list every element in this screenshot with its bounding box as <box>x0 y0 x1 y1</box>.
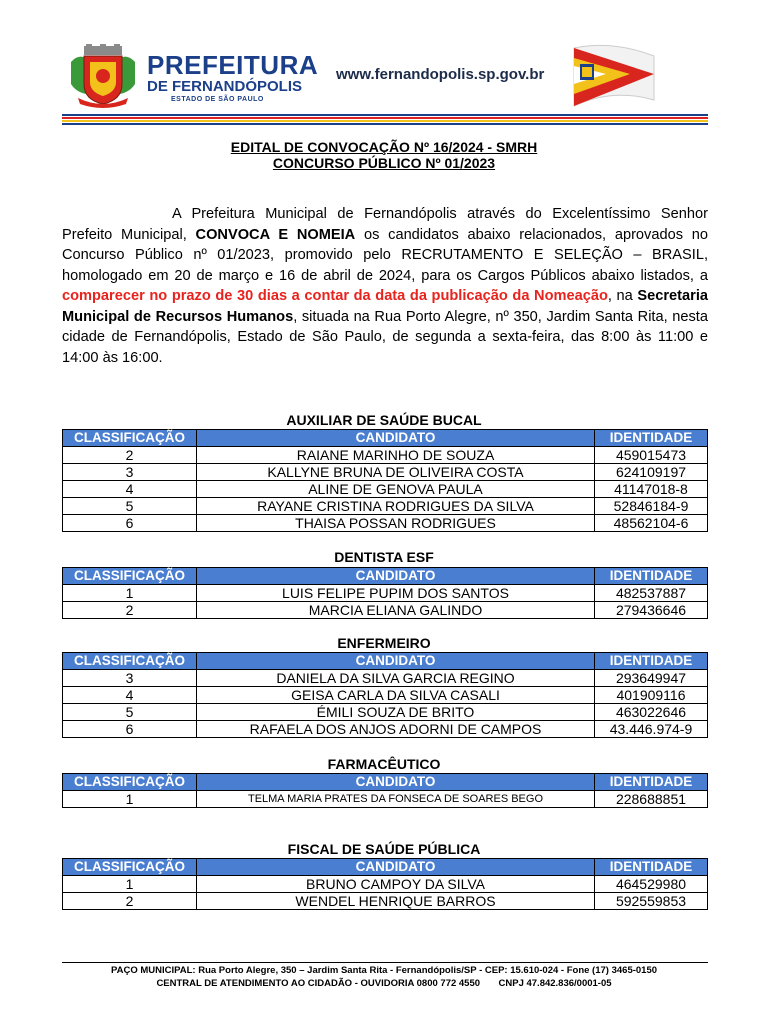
candidate-cell: ÉMILI SOUZA DE BRITO <box>197 704 595 721</box>
section-title: FARMACÊUTICO <box>327 756 441 772</box>
table-row <box>63 791 708 808</box>
column-header-id: IDENTIDADE <box>595 859 708 876</box>
candidate-cell: ALINE DE GENOVA PAULA <box>197 481 595 498</box>
id-cell: 43.446.974-9 <box>595 721 708 738</box>
table-header-row <box>63 653 708 670</box>
id-cell: 228688851 <box>595 791 708 808</box>
rank-cell: 5 <box>63 704 197 721</box>
rank-cell: 4 <box>63 481 197 498</box>
candidate-cell: TELMA MARIA PRATES DA FONSECA DE SOARES BEGO <box>197 791 595 808</box>
candidate-cell: DANIELA DA SILVA GARCIA REGINO <box>197 670 595 687</box>
column-header-candidate: CANDIDATO <box>197 774 595 791</box>
id-cell: 624109197 <box>595 464 708 481</box>
table-row <box>63 464 708 481</box>
rank-cell: 5 <box>63 498 197 515</box>
candidate-cell: RAIANE MARINHO DE SOUZA <box>197 447 595 464</box>
candidate-cell: KALLYNE BRUNA DE OLIVEIRA COSTA <box>197 464 595 481</box>
table-row <box>63 704 708 721</box>
candidates-table <box>62 567 708 619</box>
page-header <box>0 0 768 130</box>
column-header-id: IDENTIDADE <box>595 568 708 585</box>
rank-cell: 1 <box>63 791 197 808</box>
header-color-stripes <box>62 114 708 127</box>
candidates-table <box>62 858 708 910</box>
id-cell: 464529980 <box>595 876 708 893</box>
rank-cell: 2 <box>63 447 197 464</box>
id-cell: 401909116 <box>595 687 708 704</box>
table-row <box>63 515 708 532</box>
table-row <box>63 481 708 498</box>
section-title: DENTISTA ESF <box>334 549 434 565</box>
column-header-id: IDENTIDADE <box>595 774 708 791</box>
column-header-rank: CLASSIFICAÇÃO <box>63 653 197 670</box>
edital-title: EDITAL DE CONVOCAÇÃO Nº 16/2024 - SMRH <box>230 139 538 155</box>
id-cell: 463022646 <box>595 704 708 721</box>
candidate-cell: RAYANE CRISTINA RODRIGUES DA SILVA <box>197 498 595 515</box>
column-header-candidate: CANDIDATO <box>197 568 595 585</box>
website-url: www.fernandopolis.sp.gov.br <box>336 66 545 83</box>
candidates-table <box>62 773 708 808</box>
column-header-candidate: CANDIDATO <box>197 430 595 447</box>
column-header-id: IDENTIDADE <box>595 653 708 670</box>
column-header-rank: CLASSIFICAÇÃO <box>63 774 197 791</box>
footer-contact: CENTRAL DE ATENDIMENTO AO CIDADÃO - OUVIDORIA 0800 772 4550 CNPJ 47.842.836/0001-05 <box>156 978 612 989</box>
column-header-id: IDENTIDADE <box>595 430 708 447</box>
candidate-cell: WENDEL HENRIQUE BARROS <box>197 893 595 910</box>
candidate-cell: GEISA CARLA DA SILVA CASALI <box>197 687 595 704</box>
id-cell: 592559853 <box>595 893 708 910</box>
id-cell: 48562104-6 <box>595 515 708 532</box>
table-row <box>63 447 708 464</box>
footer-divider <box>62 962 708 963</box>
table-row <box>63 498 708 515</box>
candidates-table <box>62 429 708 532</box>
table-row <box>63 687 708 704</box>
section-title: FISCAL DE SAÚDE PÚBLICA <box>287 841 481 857</box>
id-cell: 41147018-8 <box>595 481 708 498</box>
rank-cell: 1 <box>63 585 197 602</box>
column-header-candidate: CANDIDATO <box>197 859 595 876</box>
candidate-cell: THAISA POSSAN RODRIGUES <box>197 515 595 532</box>
rank-cell: 3 <box>63 464 197 481</box>
candidate-cell: RAFAELA DOS ANJOS ADORNI DE CAMPOS <box>197 721 595 738</box>
table-row <box>63 893 708 910</box>
candidate-cell: BRUNO CAMPOY DA SILVA <box>197 876 595 893</box>
city-coat-of-arms-icon <box>68 44 138 108</box>
section-title: ENFERMEIRO <box>337 635 431 651</box>
rank-cell: 6 <box>63 515 197 532</box>
brand-city: DE FERNANDÓPOLIS <box>147 78 303 95</box>
id-cell: 293649947 <box>595 670 708 687</box>
table-header-row <box>63 774 708 791</box>
brand-title: PREFEITURA <box>147 50 319 80</box>
concurso-title: CONCURSO PÚBLICO Nº 01/2023 <box>272 155 496 171</box>
table-header-row <box>63 859 708 876</box>
id-cell: 52846184-9 <box>595 498 708 515</box>
rank-cell: 1 <box>63 876 197 893</box>
city-flag-icon <box>568 44 658 110</box>
table-header-row <box>63 568 708 585</box>
rank-cell: 3 <box>63 670 197 687</box>
brand-state: ESTADO DE SÃO PAULO <box>171 96 264 103</box>
id-cell: 482537887 <box>595 585 708 602</box>
table-header-row <box>63 430 708 447</box>
id-cell: 279436646 <box>595 602 708 619</box>
column-header-rank: CLASSIFICAÇÃO <box>63 859 197 876</box>
footer-address: PAÇO MUNICIPAL: Rua Porto Alegre, 350 – Jardim Santa Rita - Fernandópolis/SP - CEP: 15.610-024 - Fone (17) 3465-0150 <box>110 965 658 976</box>
rank-cell: 2 <box>63 893 197 910</box>
candidate-cell: LUIS FELIPE PUPIM DOS SANTOS <box>197 585 595 602</box>
table-row <box>63 876 708 893</box>
candidate-cell: MARCIA ELIANA GALINDO <box>197 602 595 619</box>
candidates-table <box>62 652 708 738</box>
convocation-paragraph: A Prefeitura Municipal de Fernandópolis através do Excelentíssimo Senhor Prefeito Municipal, CONVOCA E NOMEIA os candidatos abaixo relacionados, aprovados no Concurso Público nº 01/2023, promovido pelo RECRUTAMENTO E SELEÇÃO – BRASIL, homologado em 20 de março e 16 de abril de 2024, para os Cargos Públicos abaixo listados, a comparecer no prazo de 30 dias a contar da data da publicação da Nomeação, na Secretaria Municipal de Recursos Humanos, situada na Rua Porto Alegre, nº 350, Jardim Santa Rita, nesta cidade de Fernandópolis, Estado de São Paulo, de segunda a sexta-feira, das 8:00 às 11:00 e 14:00 às 16:00. <box>62 206 708 366</box>
table-row <box>63 670 708 687</box>
rank-cell: 4 <box>63 687 197 704</box>
column-header-candidate: CANDIDATO <box>197 653 595 670</box>
prefeitura-brand <box>147 52 318 105</box>
table-row <box>63 602 708 619</box>
rank-cell: 2 <box>63 602 197 619</box>
section-title: AUXILIAR DE SAÚDE BUCAL <box>286 412 482 428</box>
column-header-rank: CLASSIFICAÇÃO <box>63 568 197 585</box>
rank-cell: 6 <box>63 721 197 738</box>
table-row <box>63 585 708 602</box>
column-header-rank: CLASSIFICAÇÃO <box>63 430 197 447</box>
table-row <box>63 721 708 738</box>
id-cell: 459015473 <box>595 447 708 464</box>
